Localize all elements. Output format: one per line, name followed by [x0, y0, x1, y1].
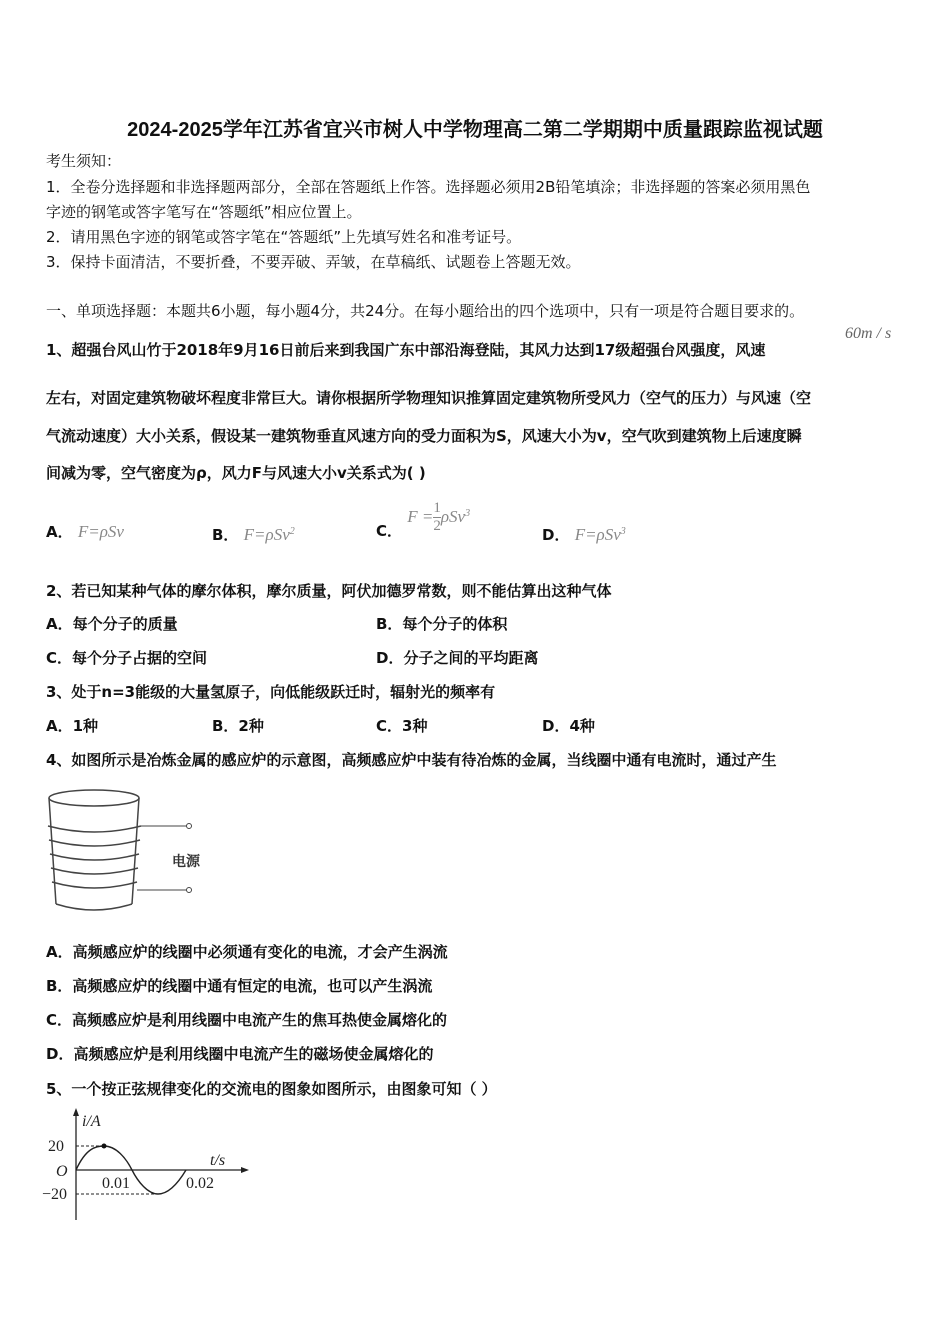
q1-option-c: C． F = $\frac{1}{2}$ ρSv$^3$ [376, 500, 471, 540]
notice-item: 字迹的钢笔或答字笔写在“答题纸”相应位置上。 [46, 203, 362, 221]
q1-option-a: A． F=ρSv [46, 522, 124, 541]
y-axis-label: i/A [82, 1113, 101, 1130]
q2-option: A．每个分子的质量 [46, 615, 178, 633]
q4-option: C．高频感应炉是利用线圈中电流产生的焦耳热使金属熔化的 [46, 1011, 448, 1029]
sine-current-graph [40, 1106, 250, 1226]
q3-option: D．4种 [542, 717, 595, 735]
x-tick-label: 0.02 [186, 1175, 214, 1192]
q2-option: D．分子之间的平均距离 [376, 649, 539, 667]
q4-stem: 4、如图所示是冶炼金属的感应炉的示意图，高频感应炉中装有待冶炼的金属，当线圈中通有电流时，通过产生 [46, 751, 777, 769]
q3-option: A．1种 [46, 717, 99, 735]
q3-option: B．2种 [212, 717, 264, 735]
notice-heading: 考生须知： [46, 152, 122, 170]
y-tick-label: 20 [48, 1138, 64, 1155]
q1-line: 左右，对固定建筑物破坏程度非常巨大。请你根据所学物理知识推算固定建筑物所受风力（空气的压力）与风速（空 [46, 389, 812, 407]
q4-option: D．高频感应炉是利用线圈中电流产生的磁场使金属熔化的 [46, 1045, 434, 1063]
induction-furnace-figure [44, 786, 224, 918]
q4-option: B．高频感应炉的线圈中通有恒定的电流，也可以产生涡流 [46, 977, 433, 995]
notice-item: 1．全卷分选择题和非选择题两部分，全部在答题纸上作答。选择题必须用2B铅笔填涂；非选择题的答案必须用黑色 [46, 178, 811, 196]
q1-option-b: B． F=ρSv$^2$ [212, 525, 295, 544]
y-tick-label: −20 [42, 1186, 68, 1203]
q4-option: A．高频感应炉的线圈中必须通有变化的电流，才会产生涡流 [46, 943, 448, 961]
notice-item: 2．请用黑色字迹的钢笔或答字笔在“答题纸”上先填写姓名和准考证号。 [46, 228, 522, 246]
section-heading: 一、单项选择题：本题共6小题，每小题4分，共24分。在每小题给出的四个选项中，只有一项是符合题目要求的。 [46, 302, 805, 320]
page-title: 2024-2025学年江苏省宜兴市树人中学物理高二第二学期期中质量跟踪监视试题 [127, 119, 823, 141]
q1-line: 1、超强台风山竹于2018年9月16日前后来到我国广东中部沿海登陆，其风力达到17级超强台风强度，风速 [46, 341, 766, 359]
q5-stem: 5、一个按正弦规律变化的交流电的图象如图所示，由图象可知（ ） [46, 1080, 497, 1098]
notice-item: 3．保持卡面清洁，不要折叠，不要弄破、弄皱，在草稿纸、试题卷上答题无效。 [46, 253, 581, 271]
q2-option: C．每个分子占据的空间 [46, 649, 208, 667]
q1-line: 气流动速度）大小关系，假设某一建筑物垂直风速方向的受力面积为S，风速大小为v，空气吹到建筑物上后速度瞬 [46, 427, 802, 445]
power-source-label: 电源 [172, 854, 200, 870]
q1-speed: 60m / s [845, 325, 892, 342]
q3-stem: 3、处于n=3能级的大量氢原子，向低能级跃迁时，辐射光的频率有 [46, 683, 496, 701]
x-axis-label: t/s [210, 1152, 226, 1169]
origin-label: O [56, 1163, 68, 1180]
q1-option-d: D． F=ρSv$^3$ [542, 525, 626, 544]
q3-option: C．3种 [376, 717, 428, 735]
q1-line: 间减为零，空气密度为ρ，风力F与风速大小v关系式为( ) [46, 464, 426, 482]
q2-stem: 2、若已知某种气体的摩尔体积，摩尔质量，阿伏加德罗常数，则不能估算出这种气体 [46, 582, 612, 600]
x-tick-label: 0.01 [102, 1175, 130, 1192]
q2-option: B．每个分子的体积 [376, 615, 508, 633]
